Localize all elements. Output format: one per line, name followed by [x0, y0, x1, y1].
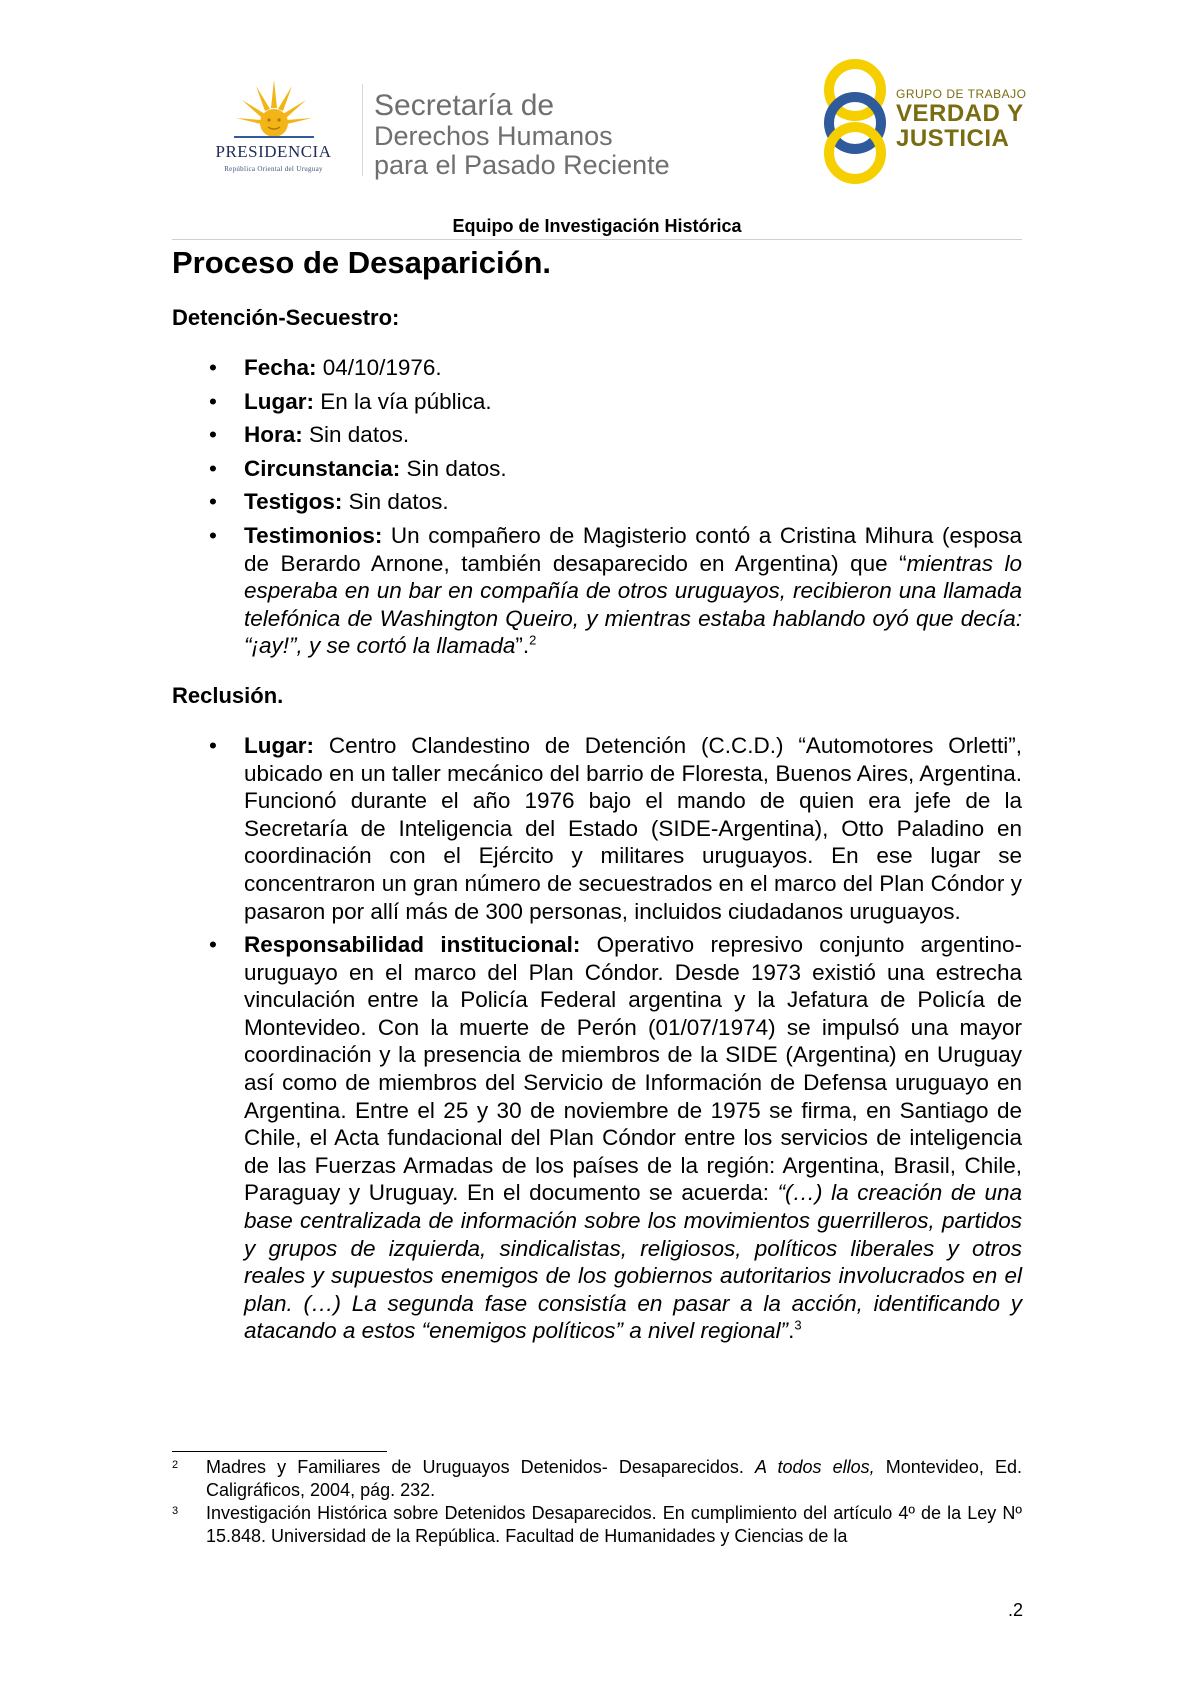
sun-emblem-icon — [234, 78, 314, 140]
reclusion-list — [172, 732, 1022, 1345]
header-divider — [362, 84, 363, 176]
rings-logo-icon — [820, 57, 890, 185]
verdad-justicia-logo — [820, 55, 1030, 185]
secretaria-line-1: Secretaría de — [374, 89, 555, 122]
bullet-icon: • — [209, 422, 217, 448]
presidencia-subtitle: República Oriental del Uruguay — [224, 165, 323, 173]
presidencia-logo — [196, 78, 351, 178]
item-label: Fecha: — [244, 355, 317, 380]
item-label: Lugar: — [244, 732, 314, 758]
footnote-ref: 3 — [794, 1317, 802, 1333]
item-quote: mientras lo esperaba en un bar en compañía de otros uruguayos, recibieron una llamada telefónica de Washington Queiro, y mientras estaba hablando oyó que decía: “¡ay!”, y se cortó la llamada — [244, 550, 1022, 659]
item-label: Testimonios: — [244, 522, 383, 548]
footnote — [172, 1456, 1022, 1502]
bullet-icon: • — [209, 732, 217, 758]
footnote-text: Madres y Familiares de Uruguayos Detenidos- Desaparecidos. — [206, 1457, 756, 1477]
bullet-icon: • — [209, 388, 217, 414]
item-quote: “(…) la creación de una base centralizada de información sobre los movimientos guerrilleros, partidos y grupos de izquierda, sindicalistas, religiosos, políticos liberales y otros reales y supuestos enemigos de los gobiernos autoritarios involucrados en el plan. (…) La segunda fase consistía en pasar a la acción, identificando y atacando a estos “enemigos políticos” a nivel regional” — [244, 1180, 1023, 1344]
footnote-ref: 2 — [529, 632, 537, 648]
grupo-de-trabajo-text: GRUPO DE TRABAJO — [896, 87, 1027, 101]
list-item — [172, 421, 1022, 449]
justicia-line: JUSTICIA — [896, 125, 1010, 152]
item-text: Sin datos. — [400, 455, 507, 481]
item-text: Sin datos. — [342, 489, 449, 515]
footnote — [172, 1502, 1022, 1548]
footnote-number: 2 — [172, 1459, 179, 1471]
verdad-line: VERDAD Y — [896, 100, 1024, 127]
item-label: Circunstancia: — [244, 455, 401, 481]
detencion-list — [172, 354, 1022, 660]
bullet-icon: • — [209, 355, 217, 380]
bullet-icon: • — [209, 455, 217, 481]
page-header — [0, 0, 1191, 210]
bullet-icon: • — [209, 489, 217, 515]
bullet-icon: • — [209, 932, 217, 958]
secretaria-line-3: para el Pasado Reciente — [374, 150, 670, 180]
item-text: Operativo represivo conjunto argentino-uruguayo en el marco del Plan Cóndor. Desde 1973 existió una estrecha vinculación entre la Policía Federal argentina y la Jefatura de Policía de Montevideo. Con la muerte de Perón (01/07/1974) se impulsó una mayor coordinación y la presencia de miembros de la SIDE (Argentina) en Uruguay así como de miembros del Servicio de Información de Defensa uruguayo en Argentina. Entre el 25 y 30 de noviembre de 1975 se firma, en Santiago de Chile, el Acta fundacional del Plan Cóndor entre los servicios de inteligencia de las Fuerzas Armadas de los países de la región: Argentina, Brasil, Chile, Paraguay y Uruguay. En el documento se acuerda: — [244, 932, 1022, 1206]
footnote-separator — [172, 1451, 387, 1452]
list-item — [172, 354, 1022, 382]
list-item — [172, 931, 1022, 1345]
section-heading-detencion: Detención-Secuestro: — [172, 305, 400, 330]
list-item — [172, 522, 1022, 660]
document-title: Proceso de Desaparición. — [172, 245, 552, 280]
item-label: Responsabilidad institucional: — [244, 932, 581, 958]
item-text: Un compañero de Magisterio contó a Cristina Mihura (esposa de Berardo Arnone, también desaparecido en Argentina) que “ — [244, 522, 1022, 576]
item-text: En la vía pública. — [314, 388, 492, 414]
secretaria-logo-text — [374, 90, 670, 180]
item-text: Sin datos. — [302, 422, 410, 448]
item-label: Lugar: — [244, 388, 314, 414]
footnotes — [172, 1456, 1022, 1548]
page-number: .2 — [1008, 1600, 1024, 1620]
item-label: Testigos: — [244, 489, 343, 515]
header-rule — [172, 239, 1022, 240]
item-quote-end: . — [788, 1318, 795, 1344]
item-label: Hora: — [244, 422, 303, 448]
list-item — [172, 732, 1022, 925]
footnote-text-end: Montevideo, Ed. Caligráficos, 2004, pág. 232. — [206, 1457, 1022, 1500]
item-text: 04/10/1976. — [316, 355, 442, 380]
list-item — [172, 455, 1022, 483]
secretaria-line-2: Derechos Humanos — [374, 121, 613, 151]
team-name: Equipo de Investigación Histórica — [452, 216, 742, 236]
verdad-y-justicia-text — [896, 101, 1024, 151]
presidencia-text: PRESIDENCIA — [215, 142, 332, 161]
item-quote-end: ”. — [515, 633, 530, 659]
item-text: Centro Clandestino de Detención (C.C.D.) “Automotores Orletti”, ubicado en un taller mecánico del barrio de Floresta, Buenos Aires, Argentina. Funcionó durante el año 1976 bajo el mando de quien era jefe de la Secretaría de Inteligencia del Estado (SIDE-Argentina), Otto Paladino en coordinación con el Ejército y militares uruguayos. En ese lugar se concentraron un gran número de secuestrados en el marco del Plan Cóndor y pasaron por allí más de 300 personas, incluidos ciudadanos uruguayos. — [244, 732, 1022, 924]
footnote-number: 3 — [172, 1505, 179, 1517]
footnote-italic: A todos ellos, — [755, 1457, 875, 1477]
footnote-text: Investigación Histórica sobre Detenidos Desaparecidos. En cumplimiento del artículo 4º de la Ley Nº 15.848. Universidad de la República. Facultad de Humanidades y Ciencias de la — [206, 1503, 1022, 1546]
list-item — [172, 388, 1022, 416]
document-body — [172, 244, 1022, 1345]
bullet-icon: • — [209, 522, 217, 548]
list-item — [172, 488, 1022, 516]
section-heading-reclusion: Reclusión. — [172, 682, 284, 708]
